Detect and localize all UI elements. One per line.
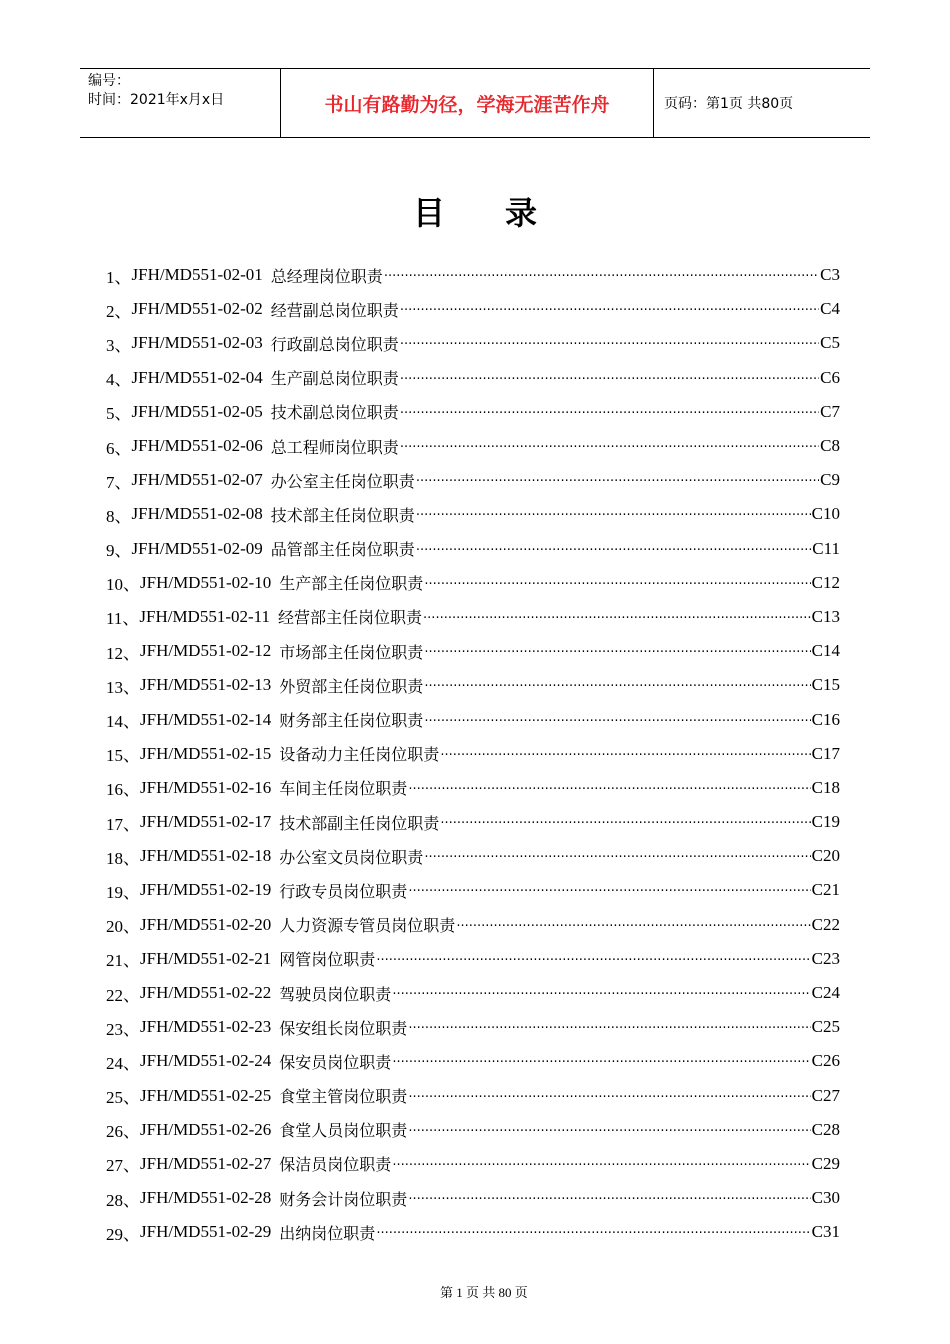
- toc-leader-dots: [408, 778, 810, 798]
- toc-leader-dots: [392, 1051, 810, 1071]
- toc-entry-title: 设备动力主任岗位职责: [279, 745, 440, 765]
- toc-entry[interactable]: [106, 702, 840, 736]
- toc-entry-page: C17: [811, 743, 840, 763]
- toc-leader-dots: [440, 744, 810, 764]
- toc-entry-page: C19: [811, 812, 840, 832]
- toc-entry-number: 15、: [106, 746, 140, 766]
- toc-entry-title: 经营副总岗位职责: [270, 300, 399, 320]
- toc-entry-code: JFH/MD551-02-24: [140, 1051, 272, 1071]
- toc-entry-code: JFH/MD551-02-16: [140, 777, 272, 797]
- toc-entry[interactable]: [106, 942, 840, 976]
- toc-entry-page: C31: [811, 1222, 840, 1242]
- toc-entry[interactable]: [106, 771, 840, 805]
- toc-entry-title: 技术部主任岗位职责: [270, 505, 415, 525]
- toc-entry-title: 办公室主任岗位职责: [270, 471, 415, 491]
- toc-leader-dots: [408, 1086, 810, 1106]
- toc-entry[interactable]: [106, 873, 840, 907]
- toc-entry[interactable]: [106, 566, 840, 600]
- toc-entry-code: JFH/MD551-02-13: [140, 675, 272, 695]
- toc-entry[interactable]: [106, 976, 840, 1010]
- toc-entry[interactable]: [106, 497, 840, 531]
- toc-entry-page: C27: [811, 1085, 840, 1105]
- toc-entry-page: C12: [811, 572, 840, 592]
- toc-entry-code: JFH/MD551-02-08: [131, 504, 263, 524]
- toc-entry-title: 生产部主任岗位职责: [279, 574, 424, 594]
- toc-entry-number: 24、: [106, 1053, 140, 1073]
- toc-leader-dots: [392, 983, 810, 1003]
- toc-entry[interactable]: [106, 634, 840, 668]
- document-date: 时间：2021年x月x日: [88, 92, 225, 108]
- toc-entry-number: 4、: [106, 370, 132, 390]
- toc-entry-title: 驾驶员岗位职责: [279, 984, 392, 1004]
- toc-entry-number: 2、: [106, 301, 132, 321]
- toc-leader-dots: [424, 573, 810, 593]
- toc-leader-dots: [384, 265, 819, 285]
- toc-entry-code: JFH/MD551-02-18: [140, 846, 272, 866]
- toc-leader-dots: [400, 333, 819, 353]
- toc-entry-code: JFH/MD551-02-03: [131, 333, 263, 353]
- toc-entry-title: 外贸部主任岗位职责: [279, 676, 424, 696]
- toc-entry[interactable]: [106, 668, 840, 702]
- toc-entry-page: C10: [811, 504, 840, 524]
- toc-entry-number: 9、: [106, 541, 132, 561]
- toc-entry-code: JFH/MD551-02-12: [140, 641, 272, 661]
- toc-entry-number: 28、: [106, 1190, 140, 1210]
- toc-entry-page: C20: [811, 846, 840, 866]
- toc-entry-title: 人力资源专管员岗位职责: [279, 916, 456, 936]
- toc-leader-dots: [400, 436, 819, 456]
- toc-leader-dots: [424, 710, 810, 730]
- toc-leader-dots: [440, 812, 810, 832]
- toc-entry-page: C23: [811, 948, 840, 968]
- toc-entry-title: 财务会计岗位职责: [279, 1189, 408, 1209]
- toc-leader-dots: [416, 470, 819, 490]
- toc-entry-number: 16、: [106, 780, 140, 800]
- toc-entry-page: C5: [820, 333, 840, 353]
- toc-leader-dots: [424, 846, 810, 866]
- toc-entry-page: C18: [811, 777, 840, 797]
- toc-entry-title: 经营部主任岗位职责: [278, 608, 423, 628]
- toc-entry-page: C15: [811, 675, 840, 695]
- toc-entry-code: JFH/MD551-02-04: [131, 367, 263, 387]
- toc-entry-number: 22、: [106, 985, 140, 1005]
- toc-entry-title: 出纳岗位职责: [279, 1223, 376, 1243]
- toc-entry-number: 20、: [106, 917, 140, 937]
- toc-entry-number: 25、: [106, 1088, 140, 1108]
- toc-entry-code: JFH/MD551-02-17: [140, 812, 272, 832]
- toc-entry-title: 保安组长岗位职责: [279, 1018, 408, 1038]
- toc-leader-dots: [408, 1017, 810, 1037]
- toc-entry[interactable]: [106, 361, 840, 395]
- toc-entry[interactable]: [106, 463, 840, 497]
- toc-entry-title: 食堂主管岗位职责: [279, 1087, 408, 1107]
- toc-entry-title: 品管部主任岗位职责: [270, 540, 415, 560]
- toc-entry-number: 7、: [106, 472, 132, 492]
- toc-entry[interactable]: [106, 839, 840, 873]
- toc-entry-page: C25: [811, 1017, 840, 1037]
- toc-entry-code: JFH/MD551-02-28: [140, 1188, 272, 1208]
- toc-entry-page: C29: [811, 1153, 840, 1173]
- toc-entry-number: 10、: [106, 575, 140, 595]
- toc-entry-code: JFH/MD551-02-14: [140, 709, 272, 729]
- toc-entry-code: JFH/MD551-02-05: [131, 401, 263, 421]
- toc-entry-number: 26、: [106, 1122, 140, 1142]
- toc-leader-dots: [408, 1188, 810, 1208]
- toc-entry[interactable]: [106, 292, 840, 326]
- toc-entry-code: JFH/MD551-02-15: [140, 743, 272, 763]
- toc-entry-page: C9: [820, 470, 840, 490]
- toc-entry-number: 12、: [106, 643, 140, 663]
- toc-leader-dots: [423, 607, 811, 627]
- toc-entry-page: C21: [811, 880, 840, 900]
- toc-entry-code: JFH/MD551-02-21: [140, 948, 272, 968]
- toc-entry[interactable]: [106, 1010, 840, 1044]
- toc-entry-title: 生产副总岗位职责: [270, 369, 399, 389]
- toc-entry[interactable]: [106, 395, 840, 429]
- toc-entry-number: 14、: [106, 712, 140, 732]
- toc-entry-title: 总经理岗位职责: [270, 266, 383, 286]
- toc-entry-page: C24: [811, 983, 840, 1003]
- toc-entry-code: JFH/MD551-02-06: [131, 436, 263, 456]
- toc-entry-number: 13、: [106, 677, 140, 697]
- toc-entry-number: 8、: [106, 506, 132, 526]
- toc-entry[interactable]: [106, 1147, 840, 1181]
- toc-entry-page: C3: [820, 265, 840, 285]
- toc-entry[interactable]: [106, 1044, 840, 1078]
- toc-entry-page: C13: [811, 606, 840, 626]
- toc-entry-page: C11: [812, 538, 840, 558]
- toc-entry-title: 车间主任岗位职责: [279, 779, 408, 799]
- toc-entry-number: 21、: [106, 951, 140, 971]
- toc-entry-title: 保洁员岗位职责: [279, 1155, 392, 1175]
- toc-entry-title: 行政副总岗位职责: [270, 334, 399, 354]
- page-footer: 第 1 页 共 80 页: [440, 1285, 528, 1300]
- toc-entry-title: 食堂人员岗位职责: [279, 1121, 408, 1141]
- toc-leader-dots: [416, 504, 811, 524]
- toc-entry[interactable]: [106, 1113, 840, 1147]
- toc-entry-page: C26: [811, 1051, 840, 1071]
- toc-entry-code: JFH/MD551-02-09: [131, 538, 263, 558]
- toc-entry-title: 行政专员岗位职责: [279, 881, 408, 901]
- toc-leader-dots: [424, 675, 810, 695]
- toc-entry-number: 19、: [106, 882, 140, 902]
- toc-entry-page: C16: [811, 709, 840, 729]
- toc-leader-dots: [376, 949, 810, 969]
- toc-entry-page: C28: [811, 1119, 840, 1139]
- toc-entry-page: C6: [820, 367, 840, 387]
- header-meta: [80, 69, 281, 137]
- toc-entry[interactable]: [106, 1079, 840, 1113]
- toc-leader-dots: [408, 880, 810, 900]
- toc-entry-number: 6、: [106, 438, 132, 458]
- toc-entry-code: JFH/MD551-02-25: [140, 1085, 272, 1105]
- toc-entry-title: 技术副总岗位职责: [270, 403, 399, 423]
- toc-entry-code: JFH/MD551-02-02: [131, 299, 263, 319]
- toc-entry-code: JFH/MD551-02-20: [140, 914, 272, 934]
- toc-leader-dots: [416, 539, 811, 559]
- toc-entry-number: 1、: [106, 267, 132, 287]
- toc-entry[interactable]: [106, 1181, 840, 1215]
- toc-entry-code: JFH/MD551-02-26: [140, 1119, 272, 1139]
- toc-entry[interactable]: [106, 1215, 840, 1249]
- toc-entry-title: 办公室文员岗位职责: [279, 847, 424, 867]
- toc-entry-code: JFH/MD551-02-07: [131, 470, 263, 490]
- toc-entry-code: JFH/MD551-02-23: [140, 1017, 272, 1037]
- page-title: 目录: [412, 194, 597, 232]
- toc-entry-code: JFH/MD551-02-27: [140, 1153, 272, 1173]
- toc-entry-code: JFH/MD551-02-22: [140, 983, 272, 1003]
- toc-entry-page: C8: [820, 436, 840, 456]
- toc-entry[interactable]: [106, 532, 840, 566]
- toc-entry-title: 保安员岗位职责: [279, 1052, 392, 1072]
- toc-entry-code: JFH/MD551-02-11: [139, 606, 271, 626]
- document-number-label: 编号：: [88, 73, 130, 89]
- toc-entry-page: C7: [820, 401, 840, 421]
- toc-entry[interactable]: [106, 805, 840, 839]
- toc-leader-dots: [400, 299, 819, 319]
- toc-entry[interactable]: [106, 600, 840, 634]
- toc-entry-title: 市场部主任岗位职责: [279, 642, 424, 662]
- toc-entry-page: C4: [820, 299, 840, 319]
- toc-entry-code: JFH/MD551-02-29: [140, 1222, 272, 1242]
- toc-entry-title: 网管岗位职责: [279, 950, 376, 970]
- toc-entry[interactable]: [106, 737, 840, 771]
- toc-entry-number: 11、: [106, 609, 140, 629]
- toc-entry-title: 财务部主任岗位职责: [279, 711, 424, 731]
- toc-leader-dots: [424, 641, 810, 661]
- toc-leader-dots: [408, 1120, 810, 1140]
- toc-entry-number: 23、: [106, 1019, 140, 1039]
- toc-entry[interactable]: [106, 258, 840, 292]
- toc-entry[interactable]: [106, 429, 840, 463]
- toc-entry-code: JFH/MD551-02-01: [131, 265, 263, 285]
- toc-entry-page: C22: [811, 914, 840, 934]
- toc-entry-number: 5、: [106, 404, 132, 424]
- toc-entry-number: 3、: [106, 335, 132, 355]
- document-header: [80, 68, 870, 138]
- toc-entry-title: 技术部副主任岗位职责: [279, 813, 440, 833]
- toc-entry-number: 29、: [106, 1224, 140, 1244]
- table-of-contents: [106, 258, 840, 1249]
- toc-entry-code: JFH/MD551-02-19: [140, 880, 272, 900]
- toc-entry-number: 27、: [106, 1156, 140, 1176]
- toc-leader-dots: [456, 915, 810, 935]
- toc-entry-title: 总工程师岗位职责: [270, 437, 399, 457]
- toc-leader-dots: [392, 1154, 810, 1174]
- toc-entry-number: 18、: [106, 848, 140, 868]
- toc-entry-number: 17、: [106, 814, 140, 834]
- toc-entry[interactable]: [106, 326, 840, 360]
- toc-entry-code: JFH/MD551-02-10: [140, 572, 272, 592]
- toc-leader-dots: [400, 368, 819, 388]
- toc-entry[interactable]: [106, 908, 840, 942]
- toc-entry-page: C30: [811, 1188, 840, 1208]
- toc-entry-page: C14: [811, 641, 840, 661]
- header-motto: 书山有路勤为径，学海无涯苦作舟: [281, 69, 654, 137]
- toc-leader-dots: [400, 402, 819, 422]
- toc-leader-dots: [376, 1222, 810, 1242]
- header-page-info: 页码：第1页 共80页: [664, 96, 794, 112]
